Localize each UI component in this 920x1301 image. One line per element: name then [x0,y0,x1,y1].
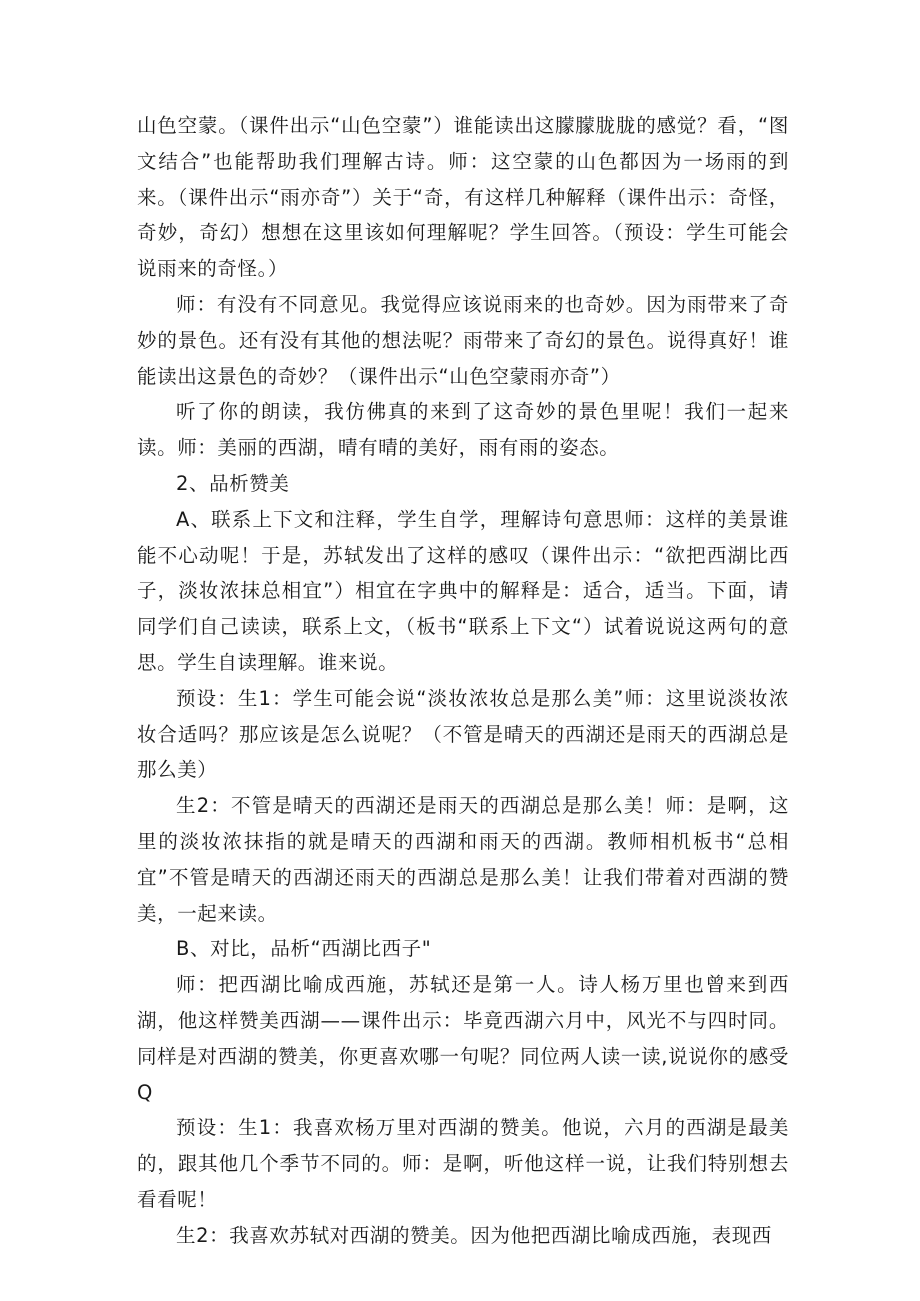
paragraph-10: 预设：生1：我喜欢杨万里对西湖的赞美。他说，六月的西湖是最美的，跟其他几个季节不同的。师：是啊，听他这样一说，让我们特别想去看看呢！ [137,1116,789,1211]
paragraph-7: 生2：不管是晴天的西湖还是雨天的西湖总是那么美！师：是啊，这里的淡妆浓抹指的就是晴天的西湖和雨天的西湖。教师相机板书“总相宜”不管是晴天的西湖还雨天的西湖总是那么美！让我们带着对西湖的赞美，一起来读。 [137,794,789,925]
document-body [137,108,789,1254]
paragraph-5: A、联系上下文和注释，学生自学，理解诗句意思师：这样的美景谁能不心动呢！于是，苏轼发出了这样的感叹（课件出示：“欲把西湖比西子，淡妆浓抹总相宜”）相宜在字典中的解释是：适合，适当。下面，请同学们自己读读，联系上文，（板书“联系上下文“）试着说说这两句的意思。学生自读理解。谁来说。 [137,507,789,674]
paragraph-3: 听了你的朗读，我仿佛真的来到了这奇妙的景色里呢！我们一起来读。师：美丽的西湖，晴有晴的美好，雨有雨的姿态。 [137,400,789,460]
section-heading-duibi: B、对比，品析“西湖比西子" [176,937,432,961]
section-heading-pinxi-zanmei: 2、品析赞美 [176,471,290,495]
paragraph-1: 山色空蒙。（课件出示“山色空蒙”）谁能读出这朦朦胧胧的感觉？看，“图文结合”也能帮助我们理解古诗。师：这空蒙的山色都因为一场雨的到来。（课件出示“雨亦奇”）关于“奇，有这样几种解释（课件出示：奇怪，奇妙，奇幻）想想在这里该如何理解呢？学生回答。（预设：学生可能会说雨来的奇怪。） [137,114,789,281]
paragraph-2: 师：有没有不同意见。我觉得应该说雨来的也奇妙。因为雨带来了奇妙的景色。还有没有其他的想法呢？雨带来了奇幻的景色。说得真好！谁能读出这景色的奇妙？（课件出示“山色空蒙雨亦奇”） [137,292,789,388]
paragraph-11: 生2：我喜欢苏轼对西湖的赞美。因为他把西湖比喻成西施，表现西 [176,1223,772,1247]
paragraph-9: 师：把西湖比喻成西施，苏轼还是第一人。诗人杨万里也曾来到西湖，他这样赞美西湖——课件出示：毕竟西湖六月中，风光不与四时同。同样是对西湖的赞美，你更喜欢哪一句呢？同位两人读一读,说说你的感受Q [137,973,789,1104]
paragraph-6: 预设：生1：学生可能会说“淡妆浓妆总是那么美”师：这里说淡妆浓妆合适吗？那应该是怎么说呢？（不管是晴天的西湖还是雨天的西湖总是那么美） [137,686,789,782]
